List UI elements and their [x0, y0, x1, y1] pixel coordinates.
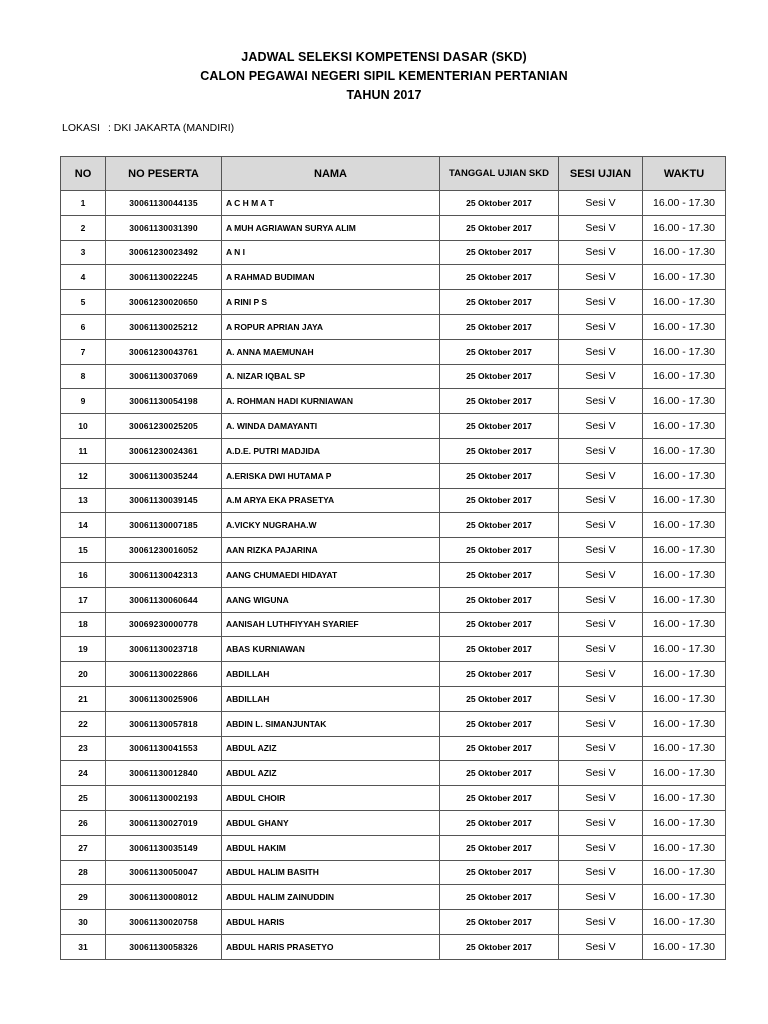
table-row — [61, 637, 726, 662]
cell-nama: ABDUL HARIS — [222, 910, 440, 935]
cell-no-peserta: 30061230025205 — [106, 414, 222, 439]
cell-nama: ABDILLAH — [222, 662, 440, 687]
cell-no: 13 — [61, 488, 106, 513]
cell-sesi: Sesi V — [559, 786, 643, 811]
cell-sesi: Sesi V — [559, 711, 643, 736]
cell-no: 16 — [61, 562, 106, 587]
cell-tanggal: 25 Oktober 2017 — [440, 191, 559, 216]
cell-no-peserta: 30061130007185 — [106, 513, 222, 538]
cell-waktu: 16.00 - 17.30 — [643, 538, 726, 563]
cell-nama: ABDUL HARIS PRASETYO — [222, 934, 440, 959]
cell-sesi: Sesi V — [559, 389, 643, 414]
cell-no: 5 — [61, 290, 106, 315]
cell-nama: AANISAH LUTHFIYYAH SYARIEF — [222, 612, 440, 637]
cell-waktu: 16.00 - 17.30 — [643, 562, 726, 587]
cell-tanggal: 25 Oktober 2017 — [440, 934, 559, 959]
cell-waktu: 16.00 - 17.30 — [643, 612, 726, 637]
cell-sesi: Sesi V — [559, 513, 643, 538]
cell-no-peserta: 30061130025906 — [106, 686, 222, 711]
cell-waktu: 16.00 - 17.30 — [643, 835, 726, 860]
cell-waktu: 16.00 - 17.30 — [643, 265, 726, 290]
cell-tanggal: 25 Oktober 2017 — [440, 562, 559, 587]
cell-sesi: Sesi V — [559, 488, 643, 513]
document-header — [0, 48, 768, 105]
cell-tanggal: 25 Oktober 2017 — [440, 463, 559, 488]
cell-sesi: Sesi V — [559, 265, 643, 290]
cell-waktu: 16.00 - 17.30 — [643, 314, 726, 339]
cell-tanggal: 25 Oktober 2017 — [440, 637, 559, 662]
table-row — [61, 463, 726, 488]
cell-no: 20 — [61, 662, 106, 687]
table-row — [61, 786, 726, 811]
cell-nama: AANG CHUMAEDI HIDAYAT — [222, 562, 440, 587]
table-row — [61, 686, 726, 711]
cell-no-peserta: 30061130058326 — [106, 934, 222, 959]
cell-waktu: 16.00 - 17.30 — [643, 389, 726, 414]
cell-tanggal: 25 Oktober 2017 — [440, 612, 559, 637]
cell-tanggal: 25 Oktober 2017 — [440, 910, 559, 935]
cell-nama: ABDIN L. SIMANJUNTAK — [222, 711, 440, 736]
table-row — [61, 389, 726, 414]
cell-tanggal: 25 Oktober 2017 — [440, 587, 559, 612]
header-waktu: WAKTU — [643, 157, 726, 191]
cell-tanggal: 25 Oktober 2017 — [440, 364, 559, 389]
cell-no: 3 — [61, 240, 106, 265]
cell-waktu: 16.00 - 17.30 — [643, 463, 726, 488]
cell-no: 15 — [61, 538, 106, 563]
cell-sesi: Sesi V — [559, 314, 643, 339]
cell-no-peserta: 30061230043761 — [106, 339, 222, 364]
cell-no: 17 — [61, 587, 106, 612]
cell-sesi: Sesi V — [559, 736, 643, 761]
cell-no-peserta: 30061130057818 — [106, 711, 222, 736]
table-body — [61, 191, 726, 960]
cell-no-peserta: 30061130025212 — [106, 314, 222, 339]
cell-tanggal: 25 Oktober 2017 — [440, 240, 559, 265]
cell-no: 25 — [61, 786, 106, 811]
cell-nama: A. ANNA MAEMUNAH — [222, 339, 440, 364]
cell-tanggal: 25 Oktober 2017 — [440, 835, 559, 860]
cell-nama: ABDUL HALIM BASITH — [222, 860, 440, 885]
cell-sesi: Sesi V — [559, 810, 643, 835]
table-row — [61, 934, 726, 959]
cell-waktu: 16.00 - 17.30 — [643, 662, 726, 687]
cell-tanggal: 25 Oktober 2017 — [440, 538, 559, 563]
location-label: LOKASI — [62, 122, 100, 134]
table-row — [61, 587, 726, 612]
cell-no: 10 — [61, 414, 106, 439]
cell-tanggal: 25 Oktober 2017 — [440, 290, 559, 315]
cell-waktu: 16.00 - 17.30 — [643, 240, 726, 265]
cell-sesi: Sesi V — [559, 414, 643, 439]
cell-tanggal: 25 Oktober 2017 — [440, 389, 559, 414]
cell-no: 21 — [61, 686, 106, 711]
cell-tanggal: 25 Oktober 2017 — [440, 810, 559, 835]
cell-no-peserta: 30061230020650 — [106, 290, 222, 315]
cell-sesi: Sesi V — [559, 463, 643, 488]
cell-nama: ABAS KURNIAWAN — [222, 637, 440, 662]
cell-no-peserta: 30061130022866 — [106, 662, 222, 687]
cell-no: 6 — [61, 314, 106, 339]
cell-waktu: 16.00 - 17.30 — [643, 910, 726, 935]
cell-nama: ABDILLAH — [222, 686, 440, 711]
table-row — [61, 488, 726, 513]
cell-no: 8 — [61, 364, 106, 389]
schedule-table — [60, 156, 726, 960]
cell-waktu: 16.00 - 17.30 — [643, 810, 726, 835]
cell-tanggal: 25 Oktober 2017 — [440, 488, 559, 513]
table-row — [61, 736, 726, 761]
cell-nama: A.VICKY NUGRAHA.W — [222, 513, 440, 538]
cell-no: 1 — [61, 191, 106, 216]
cell-waktu: 16.00 - 17.30 — [643, 637, 726, 662]
cell-no-peserta: 30061130044135 — [106, 191, 222, 216]
table-row — [61, 538, 726, 563]
cell-no-peserta: 30061130050047 — [106, 860, 222, 885]
header-no-peserta: NO PESERTA — [106, 157, 222, 191]
table-row — [61, 860, 726, 885]
cell-nama: ABDUL HALIM ZAINUDDIN — [222, 885, 440, 910]
cell-waktu: 16.00 - 17.30 — [643, 711, 726, 736]
cell-waktu: 16.00 - 17.30 — [643, 438, 726, 463]
cell-tanggal: 25 Oktober 2017 — [440, 215, 559, 240]
cell-waktu: 16.00 - 17.30 — [643, 191, 726, 216]
cell-tanggal: 25 Oktober 2017 — [440, 711, 559, 736]
cell-no-peserta: 30061130002193 — [106, 786, 222, 811]
cell-nama: A. WINDA DAMAYANTI — [222, 414, 440, 439]
cell-tanggal: 25 Oktober 2017 — [440, 265, 559, 290]
cell-sesi: Sesi V — [559, 761, 643, 786]
cell-no: 7 — [61, 339, 106, 364]
cell-nama: ABDUL HAKIM — [222, 835, 440, 860]
cell-waktu: 16.00 - 17.30 — [643, 860, 726, 885]
cell-no-peserta: 30061130008012 — [106, 885, 222, 910]
cell-tanggal: 25 Oktober 2017 — [440, 414, 559, 439]
table-row — [61, 215, 726, 240]
document-title-line-2: CALON PEGAWAI NEGERI SIPIL KEMENTERIAN PERTANIAN — [200, 69, 568, 83]
table-row — [61, 240, 726, 265]
cell-no-peserta: 30061230016052 — [106, 538, 222, 563]
cell-nama: A RAHMAD BUDIMAN — [222, 265, 440, 290]
table-row — [61, 711, 726, 736]
table-row — [61, 810, 726, 835]
cell-sesi: Sesi V — [559, 562, 643, 587]
table-row — [61, 662, 726, 687]
document-title-line-3: TAHUN 2017 — [346, 88, 422, 102]
cell-tanggal: 25 Oktober 2017 — [440, 662, 559, 687]
cell-tanggal: 25 Oktober 2017 — [440, 885, 559, 910]
cell-sesi: Sesi V — [559, 364, 643, 389]
cell-tanggal: 25 Oktober 2017 — [440, 736, 559, 761]
cell-no-peserta: 30061130020758 — [106, 910, 222, 935]
table-row — [61, 761, 726, 786]
cell-nama: ABDUL AZIZ — [222, 761, 440, 786]
document-title-line-1: JADWAL SELEKSI KOMPETENSI DASAR (SKD) — [241, 50, 527, 64]
table-row — [61, 910, 726, 935]
table-row — [61, 612, 726, 637]
cell-waktu: 16.00 - 17.30 — [643, 587, 726, 612]
cell-no: 18 — [61, 612, 106, 637]
table-row — [61, 314, 726, 339]
cell-tanggal: 25 Oktober 2017 — [440, 513, 559, 538]
cell-nama: A N I — [222, 240, 440, 265]
table-row — [61, 339, 726, 364]
cell-no: 11 — [61, 438, 106, 463]
cell-sesi: Sesi V — [559, 860, 643, 885]
cell-nama: ABDUL GHANY — [222, 810, 440, 835]
cell-no-peserta: 30061130022245 — [106, 265, 222, 290]
cell-no: 23 — [61, 736, 106, 761]
table-row — [61, 290, 726, 315]
cell-tanggal: 25 Oktober 2017 — [440, 438, 559, 463]
table-row — [61, 513, 726, 538]
cell-waktu: 16.00 - 17.30 — [643, 414, 726, 439]
cell-waktu: 16.00 - 17.30 — [643, 885, 726, 910]
table-row — [61, 265, 726, 290]
cell-tanggal: 25 Oktober 2017 — [440, 761, 559, 786]
cell-sesi: Sesi V — [559, 191, 643, 216]
cell-nama: A. ROHMAN HADI KURNIAWAN — [222, 389, 440, 414]
cell-waktu: 16.00 - 17.30 — [643, 488, 726, 513]
cell-nama: A.D.E. PUTRI MADJIDA — [222, 438, 440, 463]
cell-no-peserta: 30069230000778 — [106, 612, 222, 637]
cell-waktu: 16.00 - 17.30 — [643, 290, 726, 315]
cell-no: 30 — [61, 910, 106, 935]
cell-nama: A C H M A T — [222, 191, 440, 216]
cell-waktu: 16.00 - 17.30 — [643, 364, 726, 389]
cell-sesi: Sesi V — [559, 438, 643, 463]
cell-no-peserta: 30061130037069 — [106, 364, 222, 389]
cell-sesi: Sesi V — [559, 686, 643, 711]
cell-no-peserta: 30061130060644 — [106, 587, 222, 612]
cell-no-peserta: 30061130027019 — [106, 810, 222, 835]
cell-tanggal: 25 Oktober 2017 — [440, 786, 559, 811]
header-nama: NAMA — [222, 157, 440, 191]
cell-sesi: Sesi V — [559, 885, 643, 910]
cell-sesi: Sesi V — [559, 612, 643, 637]
header-sesi-ujian: SESI UJIAN — [559, 157, 643, 191]
cell-nama: ABDUL AZIZ — [222, 736, 440, 761]
cell-sesi: Sesi V — [559, 290, 643, 315]
cell-waktu: 16.00 - 17.30 — [643, 736, 726, 761]
cell-waktu: 16.00 - 17.30 — [643, 339, 726, 364]
cell-waktu: 16.00 - 17.30 — [643, 513, 726, 538]
cell-no-peserta: 30061130031390 — [106, 215, 222, 240]
table-row — [61, 414, 726, 439]
cell-nama: A. NIZAR IQBAL SP — [222, 364, 440, 389]
cell-tanggal: 25 Oktober 2017 — [440, 339, 559, 364]
cell-no-peserta: 30061130042313 — [106, 562, 222, 587]
cell-no-peserta: 30061130012840 — [106, 761, 222, 786]
table-row — [61, 885, 726, 910]
table-row — [61, 364, 726, 389]
table-header-row — [61, 157, 726, 191]
cell-no-peserta: 30061230024361 — [106, 438, 222, 463]
cell-nama: A MUH AGRIAWAN SURYA ALIM — [222, 215, 440, 240]
cell-sesi: Sesi V — [559, 587, 643, 612]
cell-no: 22 — [61, 711, 106, 736]
cell-waktu: 16.00 - 17.30 — [643, 934, 726, 959]
cell-sesi: Sesi V — [559, 662, 643, 687]
cell-tanggal: 25 Oktober 2017 — [440, 314, 559, 339]
cell-nama: A RINI P S — [222, 290, 440, 315]
table-row — [61, 562, 726, 587]
cell-no: 31 — [61, 934, 106, 959]
location-line — [62, 122, 234, 134]
cell-sesi: Sesi V — [559, 835, 643, 860]
cell-waktu: 16.00 - 17.30 — [643, 686, 726, 711]
cell-no-peserta: 30061130035149 — [106, 835, 222, 860]
cell-no: 4 — [61, 265, 106, 290]
cell-nama: A.ERISKA DWI HUTAMA P — [222, 463, 440, 488]
cell-nama: A.M ARYA EKA PRASETYA — [222, 488, 440, 513]
cell-no: 29 — [61, 885, 106, 910]
table-row — [61, 438, 726, 463]
cell-nama: A ROPUR APRIAN JAYA — [222, 314, 440, 339]
cell-no-peserta: 30061130023718 — [106, 637, 222, 662]
cell-tanggal: 25 Oktober 2017 — [440, 686, 559, 711]
cell-sesi: Sesi V — [559, 215, 643, 240]
cell-no: 28 — [61, 860, 106, 885]
cell-sesi: Sesi V — [559, 538, 643, 563]
cell-no: 12 — [61, 463, 106, 488]
cell-sesi: Sesi V — [559, 637, 643, 662]
cell-no: 26 — [61, 810, 106, 835]
cell-no-peserta: 30061130054198 — [106, 389, 222, 414]
cell-no: 24 — [61, 761, 106, 786]
cell-nama: AANG WIGUNA — [222, 587, 440, 612]
cell-no: 19 — [61, 637, 106, 662]
cell-waktu: 16.00 - 17.30 — [643, 786, 726, 811]
cell-nama: ABDUL CHOIR — [222, 786, 440, 811]
table-row — [61, 191, 726, 216]
cell-no-peserta: 30061130041553 — [106, 736, 222, 761]
cell-waktu: 16.00 - 17.30 — [643, 761, 726, 786]
cell-no: 9 — [61, 389, 106, 414]
cell-sesi: Sesi V — [559, 339, 643, 364]
cell-tanggal: 25 Oktober 2017 — [440, 860, 559, 885]
cell-no: 14 — [61, 513, 106, 538]
header-tanggal-ujian: TANGGAL UJIAN SKD — [440, 157, 559, 191]
cell-no-peserta: 30061130039145 — [106, 488, 222, 513]
cell-no: 2 — [61, 215, 106, 240]
cell-waktu: 16.00 - 17.30 — [643, 215, 726, 240]
cell-no: 27 — [61, 835, 106, 860]
cell-no-peserta: 30061130035244 — [106, 463, 222, 488]
table-row — [61, 835, 726, 860]
cell-nama: AAN RIZKA PAJARINA — [222, 538, 440, 563]
cell-sesi: Sesi V — [559, 934, 643, 959]
cell-sesi: Sesi V — [559, 240, 643, 265]
location-value: : DKI JAKARTA (MANDIRI) — [107, 122, 235, 134]
cell-no-peserta: 30061230023492 — [106, 240, 222, 265]
header-no: NO — [61, 157, 106, 191]
cell-sesi: Sesi V — [559, 910, 643, 935]
